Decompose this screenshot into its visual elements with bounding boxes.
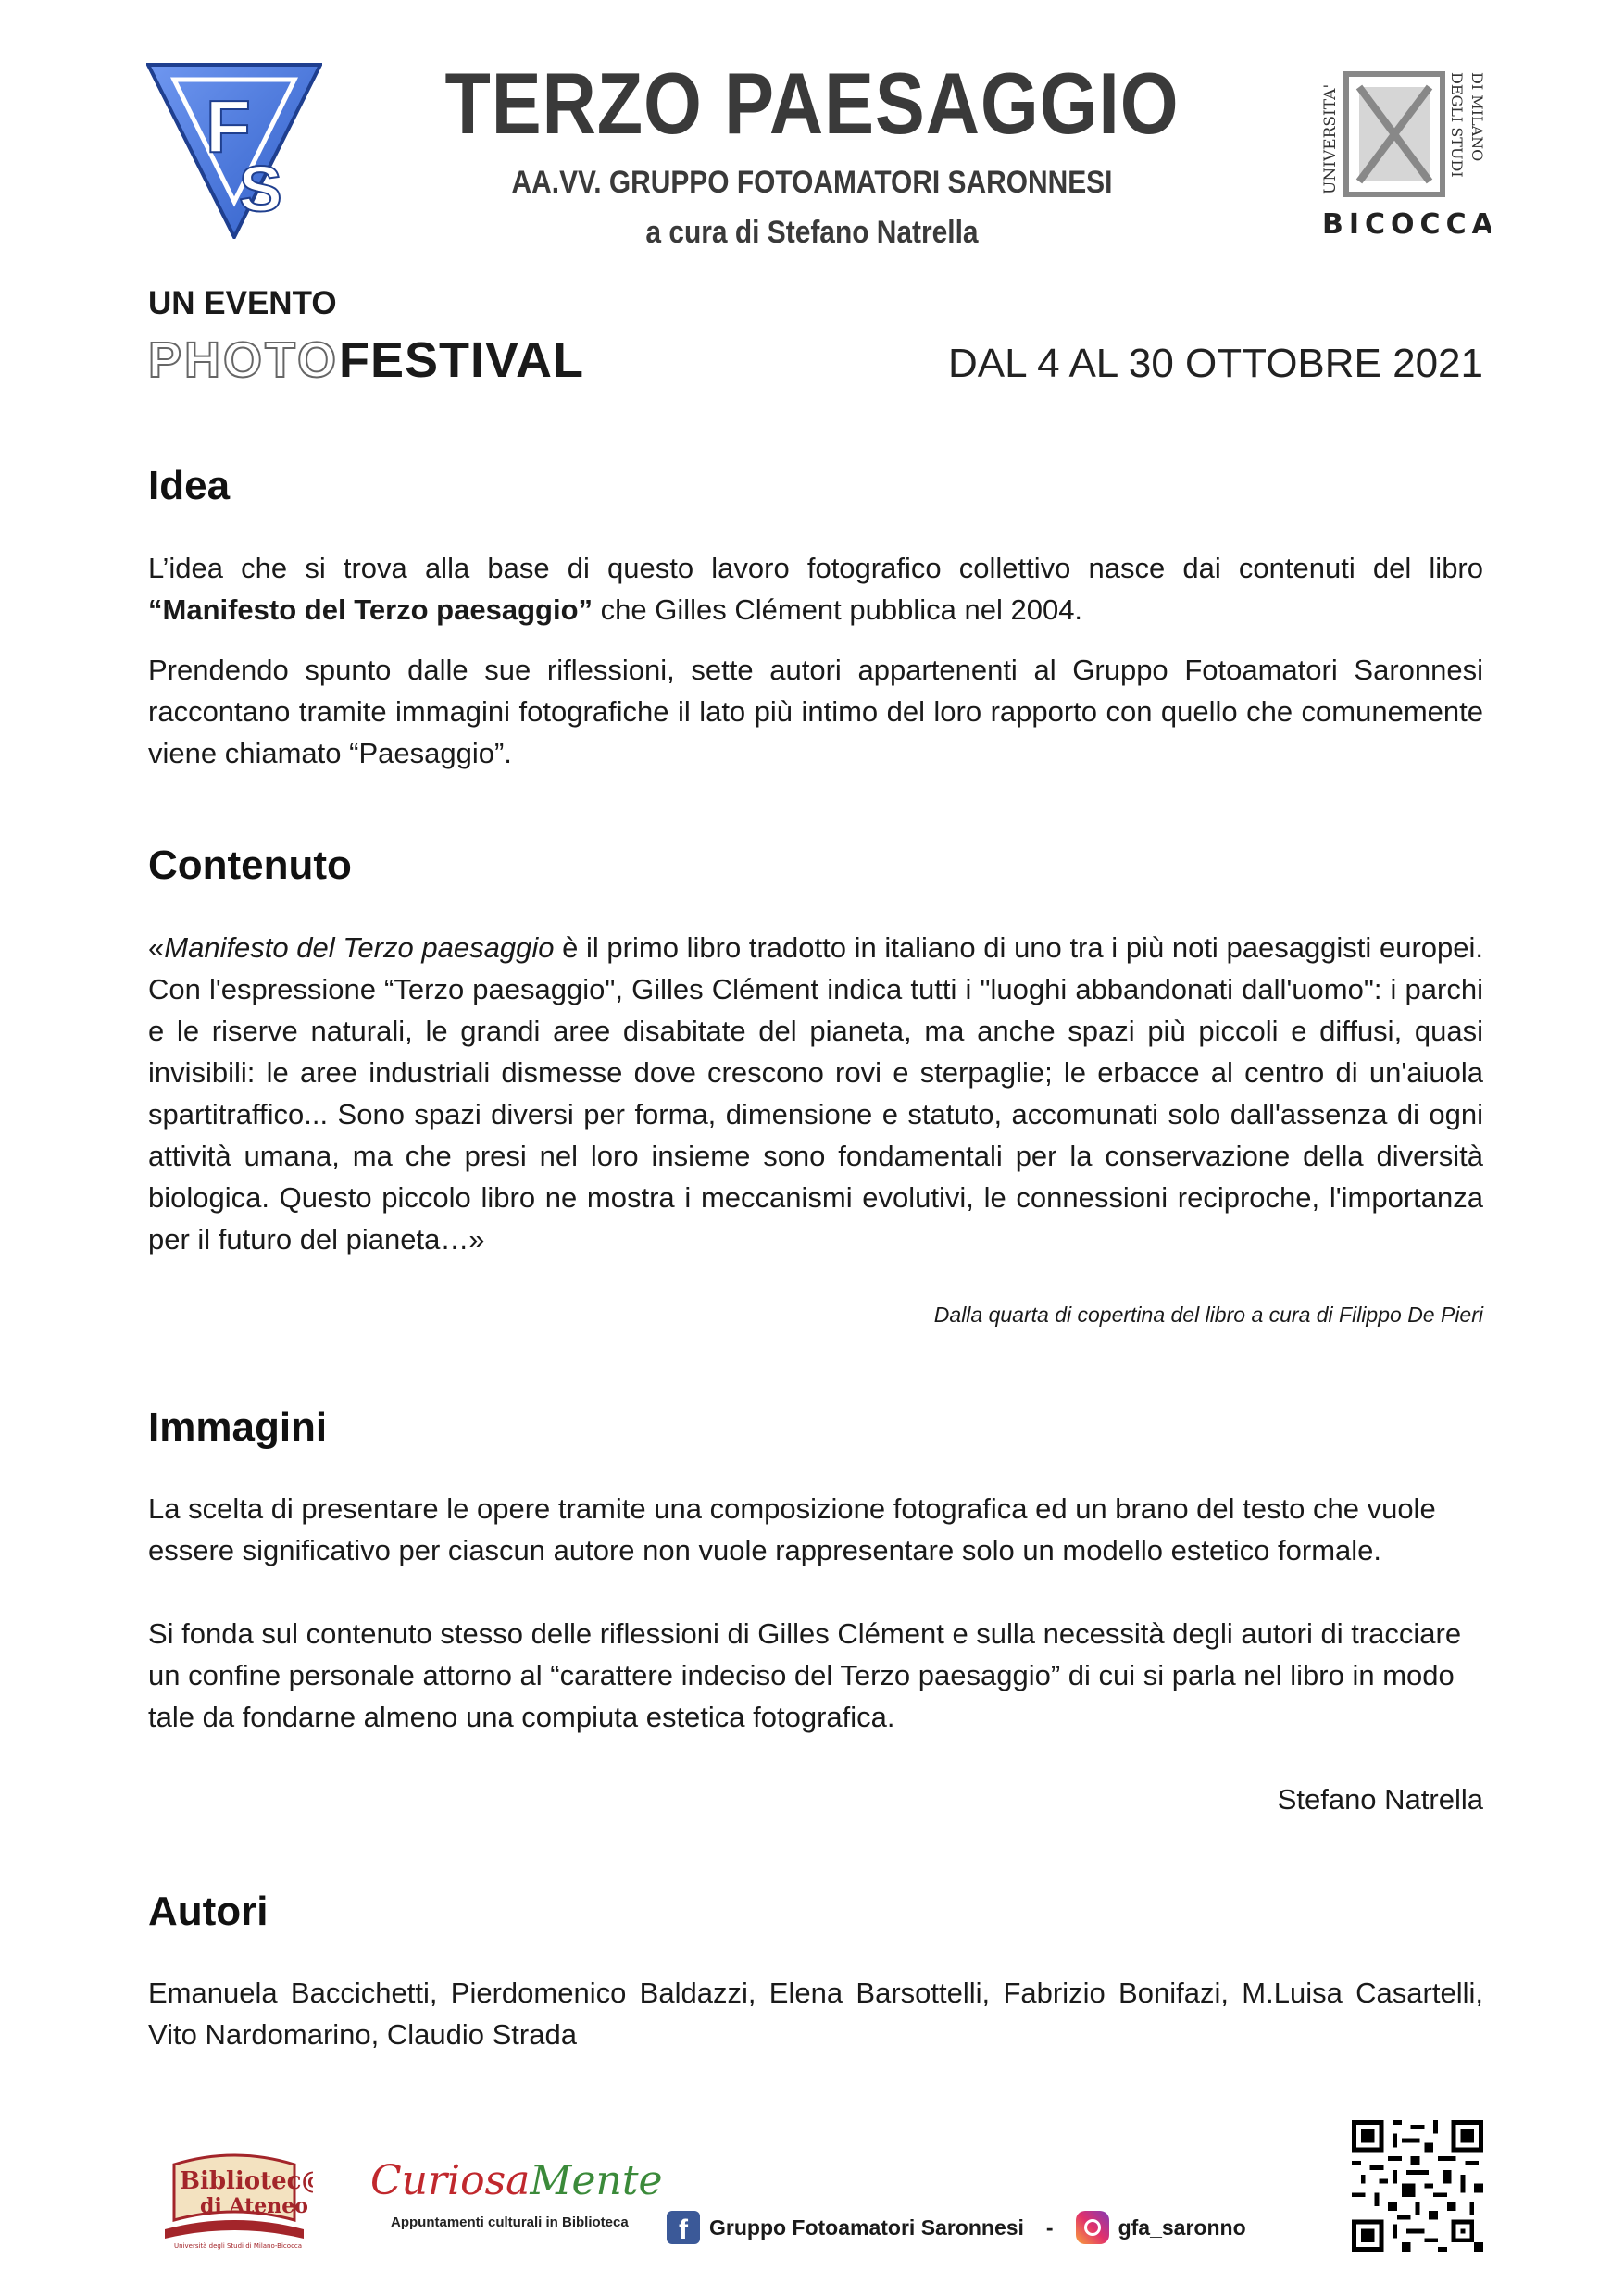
authors-list: Emanuela Baccichetti, Pierdomenico Baldazzi, Elena Barsottelli, Fabrizio Bonifazi, M.Luisa Casartelli, Vito Nardomarino, Claudio Strada (148, 1977, 1483, 2051)
qr-code[interactable] (1352, 2120, 1483, 2252)
contenuto-open-quote: « (148, 931, 165, 964)
social-links (667, 2211, 1246, 2244)
bicocca-word: BICOCCA (1322, 208, 1491, 241)
curiosamente-b: Mente (530, 2157, 663, 2204)
immagini-paragraph-2: Si fonda sul contenuto stesso delle riflessioni di Gilles Clément e sulla necessità degli autori di tracciare un confine personale attorno al “carattere indeciso del Terzo paesaggio” di cui si parla nel libro in modo tale da fondarne almeno una compiuta estetica fotografica. (148, 1617, 1462, 1733)
biblioteca-line2: di Ateneo (200, 2194, 308, 2218)
biblioteca-logo (156, 2146, 313, 2250)
idea-paragraph-2: Prendendo spunto dalle sue riflessioni, sette autori appartenenti al Gruppo Fotoamatori Saronnesi raccontano tramite immagini fotografiche il lato più intimo del loro rapporto con quello che comunemente viene chiamato “Paesaggio”. (148, 654, 1483, 769)
idea-p1-text-b: che Gilles Clément pubblica nel 2004. (593, 593, 1083, 626)
photofestival-festival: FESTIVAL (339, 332, 585, 388)
instagram-icon[interactable] (1076, 2211, 1109, 2244)
event-dates: DAL 4 AL 30 OTTOBRE 2021 (947, 341, 1483, 386)
idea-paragraph-1 (148, 547, 1483, 630)
page-subtitle: AA.VV. GRUPPO FOTOAMATORI SARONNESI (511, 165, 1113, 200)
gfa-letter-f: F (206, 85, 251, 168)
contenuto-book-title: Manifesto del Terzo paesaggio (164, 931, 555, 964)
facebook-label[interactable]: Gruppo Fotoamatori Saronnesi (709, 2215, 1024, 2240)
bicocca-degli-studi-text: DEGLI STUDI (1448, 72, 1466, 178)
photofestival-photo: PHOTO (148, 332, 340, 388)
quote-source: Dalla quarta di copertina del libro a cura di Filippo De Pieri (933, 1303, 1483, 1327)
immagini-paragraph-1: La scelta di presentare le opere tramite una composizione fotografica ed un brano del testo che vuole essere significativo per ciascun autore non vuole rappresentare solo un modello estetico formale. (148, 1492, 1436, 1566)
curiosamente-title (370, 2157, 663, 2204)
contenuto-paragraph (148, 927, 1483, 1260)
section-heading-idea: Idea (148, 463, 231, 508)
gfa-letter-s: S (239, 153, 282, 225)
instagram-label[interactable]: gfa_saronno (1118, 2215, 1246, 2240)
bicocca-logo (1315, 65, 1491, 241)
curiosamente-logo (370, 2157, 663, 2246)
section-heading-autori: Autori (148, 1889, 269, 1934)
biblioteca-line1: Bibliotec@ (180, 2167, 313, 2195)
social-separator: - (1045, 2215, 1054, 2240)
idea-p1-text-a: L’idea che si trova alla base di questo lavoro fotografico collettivo nasce dai contenuti del libro (148, 552, 1483, 584)
bicocca-universita-text: UNIVERSITA' (1321, 83, 1340, 194)
event-label: UN EVENTO (148, 285, 337, 321)
curator-line: a cura di Stefano Natrella (645, 215, 979, 250)
page-title: TERZO PAESAGGIO (444, 55, 1180, 152)
curiosamente-a: Curiosa (370, 2157, 531, 2204)
biblioteca-small: Università degli Studi di Milano-Bicocca (174, 2242, 303, 2250)
signature: Stefano Natrella (1277, 1783, 1483, 1816)
section-heading-immagini: Immagini (148, 1404, 328, 1450)
photofestival-logo (148, 331, 584, 387)
idea-p1-book-title: “Manifesto del Terzo paesaggio” (148, 593, 593, 626)
section-heading-contenuto: Contenuto (148, 842, 352, 888)
bicocca-milano-text: DI MILANO (1468, 72, 1486, 162)
contenuto-text: è il primo libro tradotto in italiano di uno tra i più noti paesaggisti europei. Con l'espressione “Terzo paesaggio", Gilles Clément indica tutti i "luoghi abbandonati dall'uomo": i parchi e le riserve naturali, le grandi aree disabitate del pianeta, ma anche spazi più piccoli e diffusi, quasi invisibili: le aree industriali dismesse dove crescono rovi e sterpaglie; le erbacce al centro di un'aiuola spartitraffico... Sono spazi diversi per forma, dimensione e statuto, accomunati solo dall'assenza di ogni attività umana, ma che presi nel loro insieme sono fondamentali per la conservazione della diversità biologica. Questo piccolo libro ne mostra i meccanismi evolutivi, le connessioni reciproche, l'importanza per il futuro del pianeta…» (148, 931, 1483, 1255)
facebook-icon[interactable]: f (667, 2211, 700, 2244)
curiosamente-subtitle: Appuntamenti culturali in Biblioteca (391, 2215, 629, 2230)
